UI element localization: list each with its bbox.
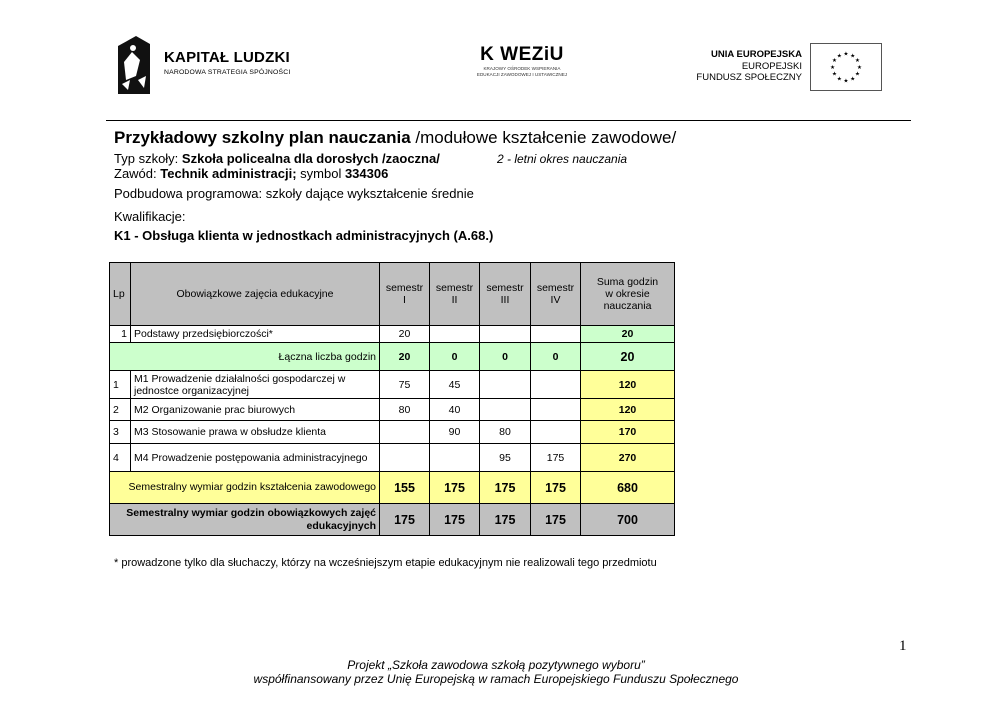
eu-line-3: FUNDUSZ SPOŁECZNY — [696, 72, 802, 83]
school-type-value: Szkoła policealna dla dorosłych /zaoczna/ — [181, 151, 440, 166]
table-row-module — [110, 444, 675, 472]
profession-line — [114, 166, 388, 181]
cell-sem2 — [430, 444, 480, 472]
svg-text:★: ★ — [843, 78, 849, 85]
cell-sum: 20 — [581, 343, 675, 371]
eu-line-2: EUROPEJSKI — [741, 60, 802, 72]
svg-text:★: ★ — [850, 76, 856, 83]
svg-text:★: ★ — [831, 71, 838, 78]
svg-text:★: ★ — [831, 58, 838, 65]
profession-value: Technik administracji; — [160, 166, 297, 181]
cell-sem4 — [531, 371, 581, 399]
eu-text-block — [670, 49, 802, 84]
cell-sem3: 95 — [480, 444, 531, 472]
cell-sem4: 175 — [531, 504, 581, 536]
curriculum-table — [109, 262, 675, 536]
document-title — [114, 128, 676, 148]
cell-sem1: 80 — [380, 399, 430, 421]
school-type-line — [114, 151, 440, 166]
cell-sem4 — [531, 399, 581, 421]
cell-sem4: 175 — [531, 444, 581, 472]
cell-lp: 1 — [110, 326, 131, 343]
table-row-module — [110, 421, 675, 444]
header-sem2: semestr II — [430, 263, 480, 326]
cell-lp: 2 — [110, 399, 131, 421]
kowezu-wordmark: K WEZiU — [480, 44, 564, 65]
cell-sem2: 40 — [430, 399, 480, 421]
cell-sem3 — [480, 399, 531, 421]
footnote: * prowadzone tylko dla słuchaczy, którzy na wcześniejszym etapie edukacyjnym nie realizowali tego przedmiotu — [114, 557, 657, 569]
kowezu-logo — [462, 44, 582, 94]
kapital-ludzki-title: KAPITAŁ LUDZKI — [164, 49, 290, 66]
page-number: 1 — [899, 638, 907, 654]
cell-sum: 270 — [581, 444, 675, 472]
cell-sem3: 80 — [480, 421, 531, 444]
document-title-main: Przykładowy szkolny plan nauczania — [114, 128, 411, 147]
table-row-general-total — [110, 343, 675, 371]
svg-text:★: ★ — [830, 64, 836, 71]
header-sem3: semestr III — [480, 263, 531, 326]
kapital-ludzki-logo — [118, 36, 318, 96]
header-sem1: semestr I — [380, 263, 430, 326]
table-row-module — [110, 399, 675, 421]
table-row-vocational-total — [110, 472, 675, 504]
header-divider — [106, 120, 911, 121]
cell-sum: 680 — [581, 472, 675, 504]
kowezu-subtitle-1: KRAJOWY OŚRODEK WSPIERANIA — [483, 66, 561, 71]
cell-sum: 120 — [581, 371, 675, 399]
cell-sem2: 0 — [430, 343, 480, 371]
cell-subject: Podstawy przedsiębiorczości* — [131, 326, 380, 343]
svg-text:★: ★ — [856, 64, 862, 71]
cell-total-label: Semestralny wymiar godzin obowiązkowych zajęć edukacyjnych — [110, 504, 380, 536]
cell-sem4: 175 — [531, 472, 581, 504]
kapital-ludzki-subtitle: NARODOWA STRATEGIA SPÓJNOŚCI — [164, 69, 291, 76]
profession-label: Zawód: — [114, 166, 161, 181]
svg-text:★: ★ — [843, 51, 849, 58]
table-row-general — [110, 326, 675, 343]
document-title-suffix: /modułowe kształcenie zawodowe/ — [410, 128, 677, 147]
program-basis-line: Podbudowa programowa: szkoły dające wykształcenie średnie — [114, 186, 474, 201]
cell-sem4: 0 — [531, 343, 581, 371]
cell-sem1 — [380, 421, 430, 444]
eu-flag-icon — [810, 43, 882, 91]
cell-sem3 — [480, 326, 531, 343]
cell-sem3: 0 — [480, 343, 531, 371]
qualification-k1: K1 - Obsługa klienta w jednostkach administracyjnych (A.68.) — [114, 228, 494, 243]
footer-line-2: współfinansowany przez Unię Europejską w ramach Europejskiego Funduszu Społecznego — [253, 672, 739, 686]
svg-text:★: ★ — [850, 53, 856, 60]
svg-text:★: ★ — [836, 53, 842, 60]
cell-sem2: 175 — [430, 472, 480, 504]
header-sem4: semestr IV — [531, 263, 581, 326]
cell-sem2 — [430, 326, 480, 343]
cell-sem2: 45 — [430, 371, 480, 399]
svg-text:★: ★ — [854, 71, 861, 78]
cell-lp: 3 — [110, 421, 131, 444]
kapital-ludzki-emblem-icon — [118, 36, 150, 94]
cell-subject: M4 Prowadzenie postępowania administracyjnego — [131, 444, 380, 472]
cell-total-label: Semestralny wymiar godzin kształcenia zawodowego — [110, 472, 380, 504]
table-row-module — [110, 371, 675, 399]
symbol-label: symbol — [296, 166, 345, 181]
cell-sem2: 90 — [430, 421, 480, 444]
kowezu-subtitle-2: EDUKACJI ZAWODOWEJ I USTAWICZNEJ — [476, 72, 568, 77]
footer — [0, 658, 992, 686]
cell-sem1: 175 — [380, 504, 430, 536]
cell-sem3 — [480, 371, 531, 399]
cell-sem3: 175 — [480, 504, 531, 536]
cell-sem1: 20 — [380, 343, 430, 371]
svg-text:★: ★ — [854, 58, 861, 65]
cell-sem2: 175 — [430, 504, 480, 536]
cell-subject: M3 Stosowanie prawa w obsłudze klienta — [131, 421, 380, 444]
cell-sem1 — [380, 444, 430, 472]
svg-text:★: ★ — [836, 76, 842, 83]
cell-sem1: 20 — [380, 326, 430, 343]
cell-sum: 700 — [581, 504, 675, 536]
footer-line-1: Projekt „Szkoła zawodowa szkołą pozytywnego wyboru” — [347, 658, 645, 672]
cell-sem1: 75 — [380, 371, 430, 399]
table-row-mandatory-total — [110, 504, 675, 536]
cell-total-label: Łączna liczba godzin — [110, 343, 380, 371]
cell-lp: 4 — [110, 444, 131, 472]
header-subject: Obowiązkowe zajęcia edukacyjne — [131, 263, 380, 326]
cell-subject: M2 Organizowanie prac biurowych — [131, 399, 380, 421]
cell-sum: 170 — [581, 421, 675, 444]
cell-lp: 1 — [110, 371, 131, 399]
table-header-row — [110, 263, 675, 326]
header-sum: Suma godzin w okresie nauczania — [581, 263, 675, 326]
header-lp: Lp — [110, 263, 131, 326]
cell-sem4 — [531, 421, 581, 444]
cell-sum: 20 — [581, 326, 675, 343]
study-duration: 2 - letni okres nauczania — [497, 152, 628, 166]
cell-sem1: 155 — [380, 472, 430, 504]
eu-line-1: UNIA EUROPEJSKA — [711, 49, 802, 60]
cell-sum: 120 — [581, 399, 675, 421]
qualifications-label: Kwalifikacje: — [114, 209, 186, 224]
school-type-label: Typ szkoły: — [114, 151, 182, 166]
cell-sem3: 175 — [480, 472, 531, 504]
cell-subject: M1 Prowadzenie działalności gospodarczej w jednostce organizacyjnej — [131, 371, 380, 399]
symbol-value: 334306 — [344, 166, 389, 181]
cell-sem4 — [531, 326, 581, 343]
